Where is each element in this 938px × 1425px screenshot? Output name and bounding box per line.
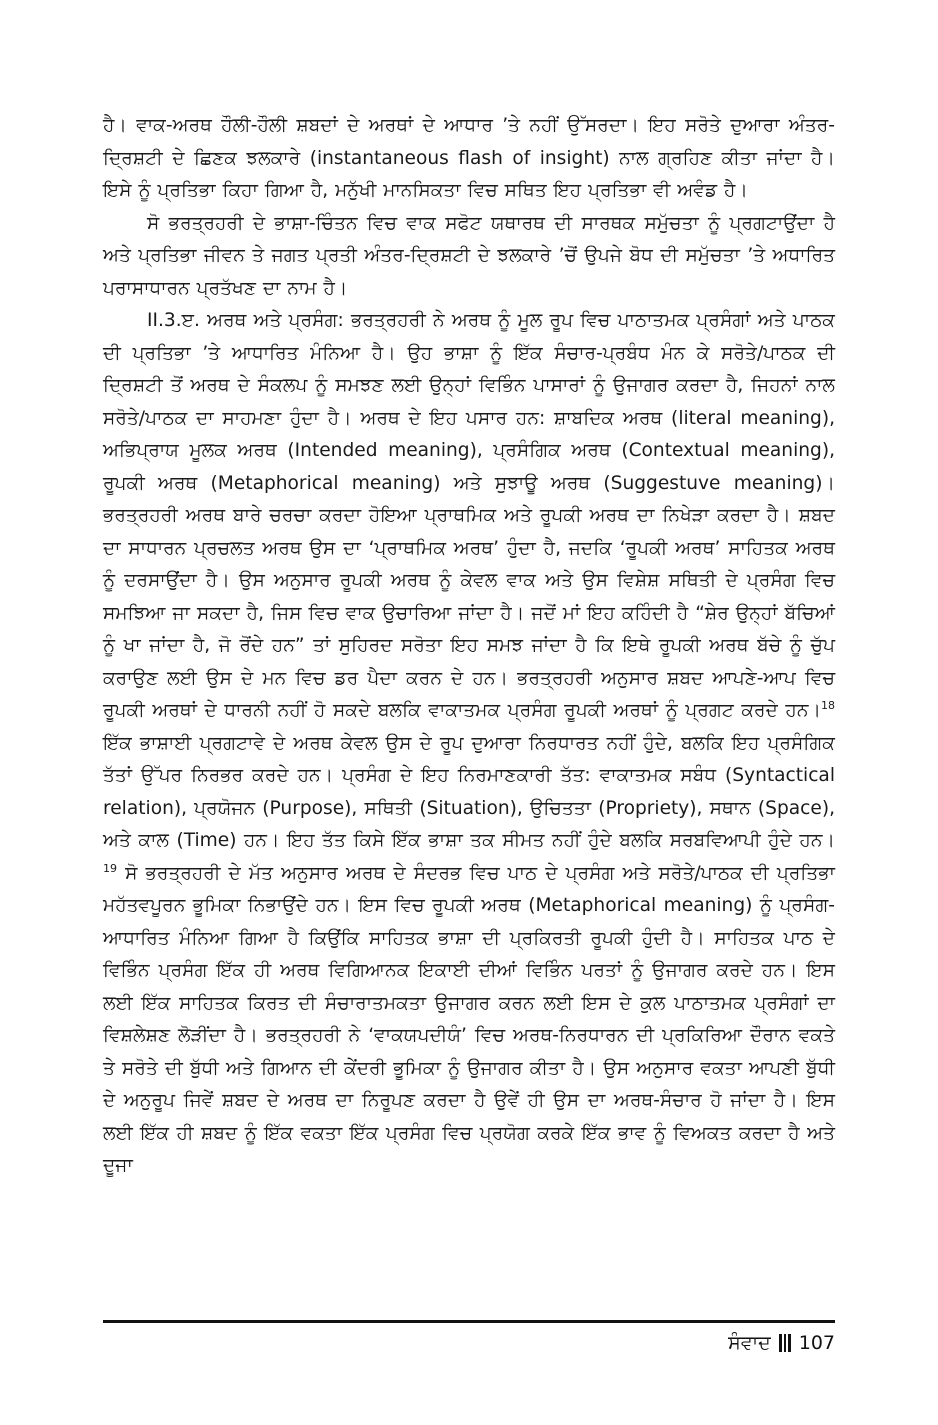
journal-name: ਸੰਵਾਦ xyxy=(728,1332,771,1354)
paragraph-3-part-a: II.3.ੲ. ਅਰਥ ਅਤੇ ਪ੍ਰਸੰਗ: ਭਰਤ੍ਰਹਰੀ ਨੇ ਅਰਥ ਨੂੰ ਮੂਲ ਰੂਪ ਵਿਚ ਪਾਠਾਤਮਕ ਪ੍ਰਸੰਗਾਂ ਅਤੇ ਪਾਠਕ ਦੀ ਪ੍ਰਤਿਭਾ ’ਤੇ ਆਧਾਰਿਤ ਮੰਨਿਆ ਹੈ। ਉਹ ਭਾਸ਼ਾ ਨੂੰ ਇੱਕ ਸੰਚਾਰ-ਪ੍ਰਬੰਧ ਮੰਨ ਕੇ ਸਰੋਤੇ/ਪਾਠਕ ਦੀ ਦ੍ਰਿਸ਼ਟੀ ਤੋਂ ਅਰਥ ਦੇ ਸੰਕਲਪ ਨੂੰ ਸਮਝਣ ਲਈ ਉਨ੍ਹਾਂ ਵਿਭਿੰਨ ਪਾਸਾਰਾਂ ਨੂੰ ਉਜਾਗਰ ਕਰਦਾ ਹੈ, ਜਿਹਨਾਂ ਨਾਲ ਸਰੋਤੇ/ਪਾਠਕ ਦਾ ਸਾਹਮਣਾ ਹੁੰਦਾ ਹੈ। ਅਰਥ ਦੇ ਇਹ ਪਸਾਰ ਹਨ: ਸ਼ਾਬਦਿਕ ਅਰਥ (literal meaning), ਅਭਿਪ੍ਰਾਯ ਮੂਲਕ ਅਰਥ (Intended meaning), ਪ੍ਰਸੰਗਿਕ ਅਰਥ (Contextual meaning), ਰੂਪਕੀ ਅਰਥ (Metaphorical meaning) ਅਤੇ ਸੁਝਾਊ ਅਰਥ (Suggestuve meaning)। ਭਰਤ੍ਰਹਰੀ ਅਰਥ ਬਾਰੇ ਚਰਚਾ ਕਰਦਾ ਹੋਇਆ ਪ੍ਰਾਥਮਿਕ ਅਤੇ ਰੂਪਕੀ ਅਰਥ ਦਾ ਨਿਖੇੜਾ ਕਰਦਾ ਹੈ। ਸ਼ਬਦ ਦਾ ਸਾਧਾਰਨ ਪ੍ਰਚਲਤ ਅਰਥ ਉਸ ਦਾ ‘ਪ੍ਰਾਥਮਿਕ ਅਰਥ’ ਹੁੰਦਾ ਹੈ, ਜਦਕਿ ‘ਰੂਪਕੀ ਅਰਥ’ ਸਾਹਿਤਕ ਅਰਥ ਨੂੰ ਦਰਸਾਉਂਦਾ ਹੈ। ਉਸ ਅਨੁਸਾਰ ਰੂਪਕੀ ਅਰਥ ਨੂੰ ਕੇਵਲ ਵਾਕ ਅਤੇ ਉਸ ਵਿਸ਼ੇਸ਼ ਸਥਿਤੀ ਦੇ ਪ੍ਰਸੰਗ ਵਿਚ ਸਮਝਿਆ ਜਾ ਸਕਦਾ ਹੈ, ਜਿਸ ਵਿਚ ਵਾਕ ਉਚਾਰਿਆ ਜਾਂਦਾ ਹੈ। ਜਦੋਂ ਮਾਂ ਇਹ ਕਹਿੰਦੀ ਹੈ “ਸ਼ੇਰ ਉਨ੍ਹਾਂ ਬੱਚਿਆਂ ਨੂੰ ਖਾ ਜਾਂਦਾ ਹੈ, ਜੋ ਰੋਂਦੇ ਹਨ” ਤਾਂ ਸੁਹਿਰਦ ਸਰੋਤਾ ਇਹ ਸਮਝ ਜਾਂਦਾ ਹੈ ਕਿ ਇਥੇ ਰੂਪਕੀ ਅਰਥ ਬੱਚੇ ਨੂੰ ਚੁੱਪ ਕਰਾਉਣ ਲਈ ਉਸ ਦੇ ਮਨ ਵਿਚ ਡਰ ਪੈਦਾ ਕਰਨ ਦੇ ਹਨ। ਭਰਤ੍ਰਹਰੀ ਅਨੁਸਾਰ ਸ਼ਬਦ ਆਪਣੇ-ਆਪ ਵਿਚ ਰੂਪਕੀ ਅਰਥਾਂ ਦੇ ਧਾਰਨੀ ਨਹੀਂ ਹੋ ਸਕਦੇ ਬਲਕਿ ਵਾਕਾਤਮਕ ਪ੍ਰਸੰਗ ਰੂਪਕੀ ਅਰਥਾਂ ਨੂੰ ਪ੍ਰਗਟ ਕਰਦੇ ਹਨ। xyxy=(103,310,835,721)
footnote-ref-19[interactable]: 19 xyxy=(103,861,117,875)
paragraph-3-part-b: ਇੱਕ ਭਾਸ਼ਾਈ ਪ੍ਰਗਟਾਵੇ ਦੇ ਅਰਥ ਕੇਵਲ ਉਸ ਦੇ ਰੂਪ ਦੁਆਰਾ ਨਿਰਧਾਰਤ ਨਹੀਂ ਹੁੰਦੇ, ਬਲਕਿ ਇਹ ਪ੍ਰਸੰਗਿਕ ਤੱਤਾਂ ਉੱਪਰ ਨਿਰਭਰ ਕਰਦੇ ਹਨ। ਪ੍ਰਸੰਗ ਦੇ ਇਹ ਨਿਰਮਾਣਕਾਰੀ ਤੱਤ: ਵਾਕਾਤਮਕ ਸਬੰਧ (Syntactical relation), ਪ੍ਰਯੋਜਨ (Purpose), ਸਥਿਤੀ (Situation), ਉਚਿਤਤਾ (Propriety), ਸਥਾਨ (Space), ਅਤੇ ਕਾਲ (Time) ਹਨ। ਇਹ ਤੱਤ ਕਿਸੇ ਇੱਕ ਭਾਸ਼ਾ ਤਕ ਸੀਮਤ ਨਹੀਂ ਹੁੰਦੇ ਬਲਕਿ ਸਰਬਵਿਆਪੀ ਹੁੰਦੇ ਹਨ। xyxy=(103,732,835,851)
paragraph-2: ਸੋ ਭਰਤ੍ਰਹਰੀ ਦੇ ਭਾਸ਼ਾ-ਚਿੰਤਨ ਵਿਚ ਵਾਕ ਸਫੋਟ ਯਥਾਰਥ ਦੀ ਸਾਰਥਕ ਸਮੁੱਚਤਾ ਨੂੰ ਪ੍ਰਗਟਾਉਂਦਾ ਹੈ ਅਤੇ ਪ੍ਰਤਿਭਾ ਜੀਵਨ ਤੇ ਜਗਤ ਪ੍ਰਤੀ ਅੰਤਰ-ਦ੍ਰਿਸ਼ਟੀ ਦੇ ਝਲਕਾਰੇ ’ਚੋਂ ਉਪਜੇ ਬੋਧ ਦੀ ਸਮੁੱਚਤਾ ’ਤੇ ਅਧਾਰਿਤ ਪਰਾਸਾਧਾਰਨ ਪ੍ਰਤੱਖਣ ਦਾ ਨਾਮ ਹੈ। xyxy=(103,212,835,299)
paragraph-1: ਹੈ। ਵਾਕ-ਅਰਥ ਹੌਲੀ-ਹੌਲੀ ਸ਼ਬਦਾਂ ਦੇ ਅਰਥਾਂ ਦੇ ਆਧਾਰ ’ਤੇ ਨਹੀਂ ਉੱਸਰਦਾ। ਇਹ ਸਰੋਤੇ ਦੁਆਰਾ ਅੰਤਰ-ਦ੍ਰਿਸ਼ਟੀ ਦੇ ਛਿਣਕ ਝਲਕਾਰੇ (instantaneous flash of insight) ਨਾਲ ਗ੍ਰਹਿਣ ਕੀਤਾ ਜਾਂਦਾ ਹੈ। ਇਸੇ ਨੂੰ ਪ੍ਰਤਿਭਾ ਕਿਹਾ ਗਿਆ ਹੈ, ਮਨੁੱਖੀ ਮਾਨਸਿਕਤਾ ਵਿਚ ਸਥਿਤ ਇਹ ਪ੍ਰਤਿਭਾ ਵੀ ਅਵੰਡ ਹੈ। xyxy=(103,115,835,201)
paragraph-3-part-c: ਸੋ ਭਰਤ੍ਰਹਰੀ ਦੇ ਮੱਤ ਅਨੁਸਾਰ ਅਰਥ ਦੇ ਸੰਦਰਭ ਵਿਚ ਪਾਠ ਦੇ ਪ੍ਰਸੰਗ ਅਤੇ ਸਰੋਤੇ/ਪਾਠਕ ਦੀ ਪ੍ਰਤਿਭਾ ਮਹੱਤਵਪੂਰਨ ਭੂਮਿਕਾ ਨਿਭਾਉਂਦੇ ਹਨ। ਇਸ ਵਿਚ ਰੂਪਕੀ ਅਰਥ (Metaphorical meaning) ਨੂੰ ਪ੍ਰਸੰਗ-ਆਧਾਰਿਤ ਮੰਨਿਆ ਗਿਆ ਹੈ ਕਿਉਂਕਿ ਸਾਹਿਤਕ ਭਾਸ਼ਾ ਦੀ ਪ੍ਰਕਿਰਤੀ ਰੂਪਕੀ ਹੁੰਦੀ ਹੈ। ਸਾਹਿਤਕ ਪਾਠ ਦੇ ਵਿਭਿੰਨ ਪ੍ਰਸੰਗ ਇੱਕ ਹੀ ਅਰਥ ਵਿਗਿਆਨਕ ਇਕਾਈ ਦੀਆਂ ਵਿਭਿੰਨ ਪਰਤਾਂ ਨੂੰ ਉਜਾਗਰ ਕਰਦੇ ਹਨ। ਇਸ ਲਈ ਇੱਕ ਸਾਹਿਤਕ ਕਿਰਤ ਦੀ ਸੰਚਾਰਾਤਮਕਤਾ ਉਜਾਗਰ ਕਰਨ ਲਈ ਇਸ ਦੇ ਕੁਲ ਪਾਠਾਤਮਕ ਪ੍ਰਸੰਗਾਂ ਦਾ ਵਿਸ਼ਲੇਸ਼ਣ ਲੋੜੀਂਦਾ ਹੈ। ਭਰਤ੍ਰਹਰੀ ਨੇ ‘ਵਾਕਯਪਦੀਯੰ’ ਵਿਚ ਅਰਥ-ਨਿਰਧਾਰਨ ਦੀ ਪ੍ਰਕਿਰਿਆ ਦੌਰਾਨ ਵਕਤੇ ਤੇ ਸਰੋਤੇ ਦੀ ਬੁੱਧੀ ਅਤੇ ਗਿਆਨ ਦੀ ਕੇਂਦਰੀ ਭੂਮਿਕਾ ਨੂੰ ਉਜਾਗਰ ਕੀਤਾ ਹੈ। ਉਸ ਅਨੁਸਾਰ ਵਕਤਾ ਆਪਣੀ ਬੁੱਧੀ ਦੇ ਅਨੁਰੂਪ ਜਿਵੇਂ ਸ਼ਬਦ ਦੇ ਅਰਥ ਦਾ ਨਿਰੂਪਣ ਕਰਦਾ ਹੈ ਉਵੇਂ ਹੀ ਉਸ ਦਾ ਅਰਥ-ਸੰਚਾਰ ਹੋ ਜਾਂਦਾ ਹੈ। ਇਸ ਲਈ ਇੱਕ ਹੀ ਸ਼ਬਦ ਨੂੰ ਇੱਕ ਵਕਤਾ ਇੱਕ ਪ੍ਰਸੰਗ ਵਿਚ ਪ੍ਰਯੋਗ ਕਰਕੇ ਇੱਕ ਭਾਵ ਨੂੰ ਵਿਅਕਤ ਕਰਦਾ ਹੈ ਅਤੇ ਦੂਜਾ xyxy=(103,862,835,1176)
body-text xyxy=(103,110,835,1183)
paragraph-3 xyxy=(103,305,835,1183)
footnote-ref-18[interactable]: 18 xyxy=(821,698,835,712)
page-number: 107 xyxy=(798,1332,835,1354)
page-footer xyxy=(728,1328,835,1358)
separator-bars-icon xyxy=(779,1334,791,1352)
footer-rule xyxy=(103,1320,835,1323)
